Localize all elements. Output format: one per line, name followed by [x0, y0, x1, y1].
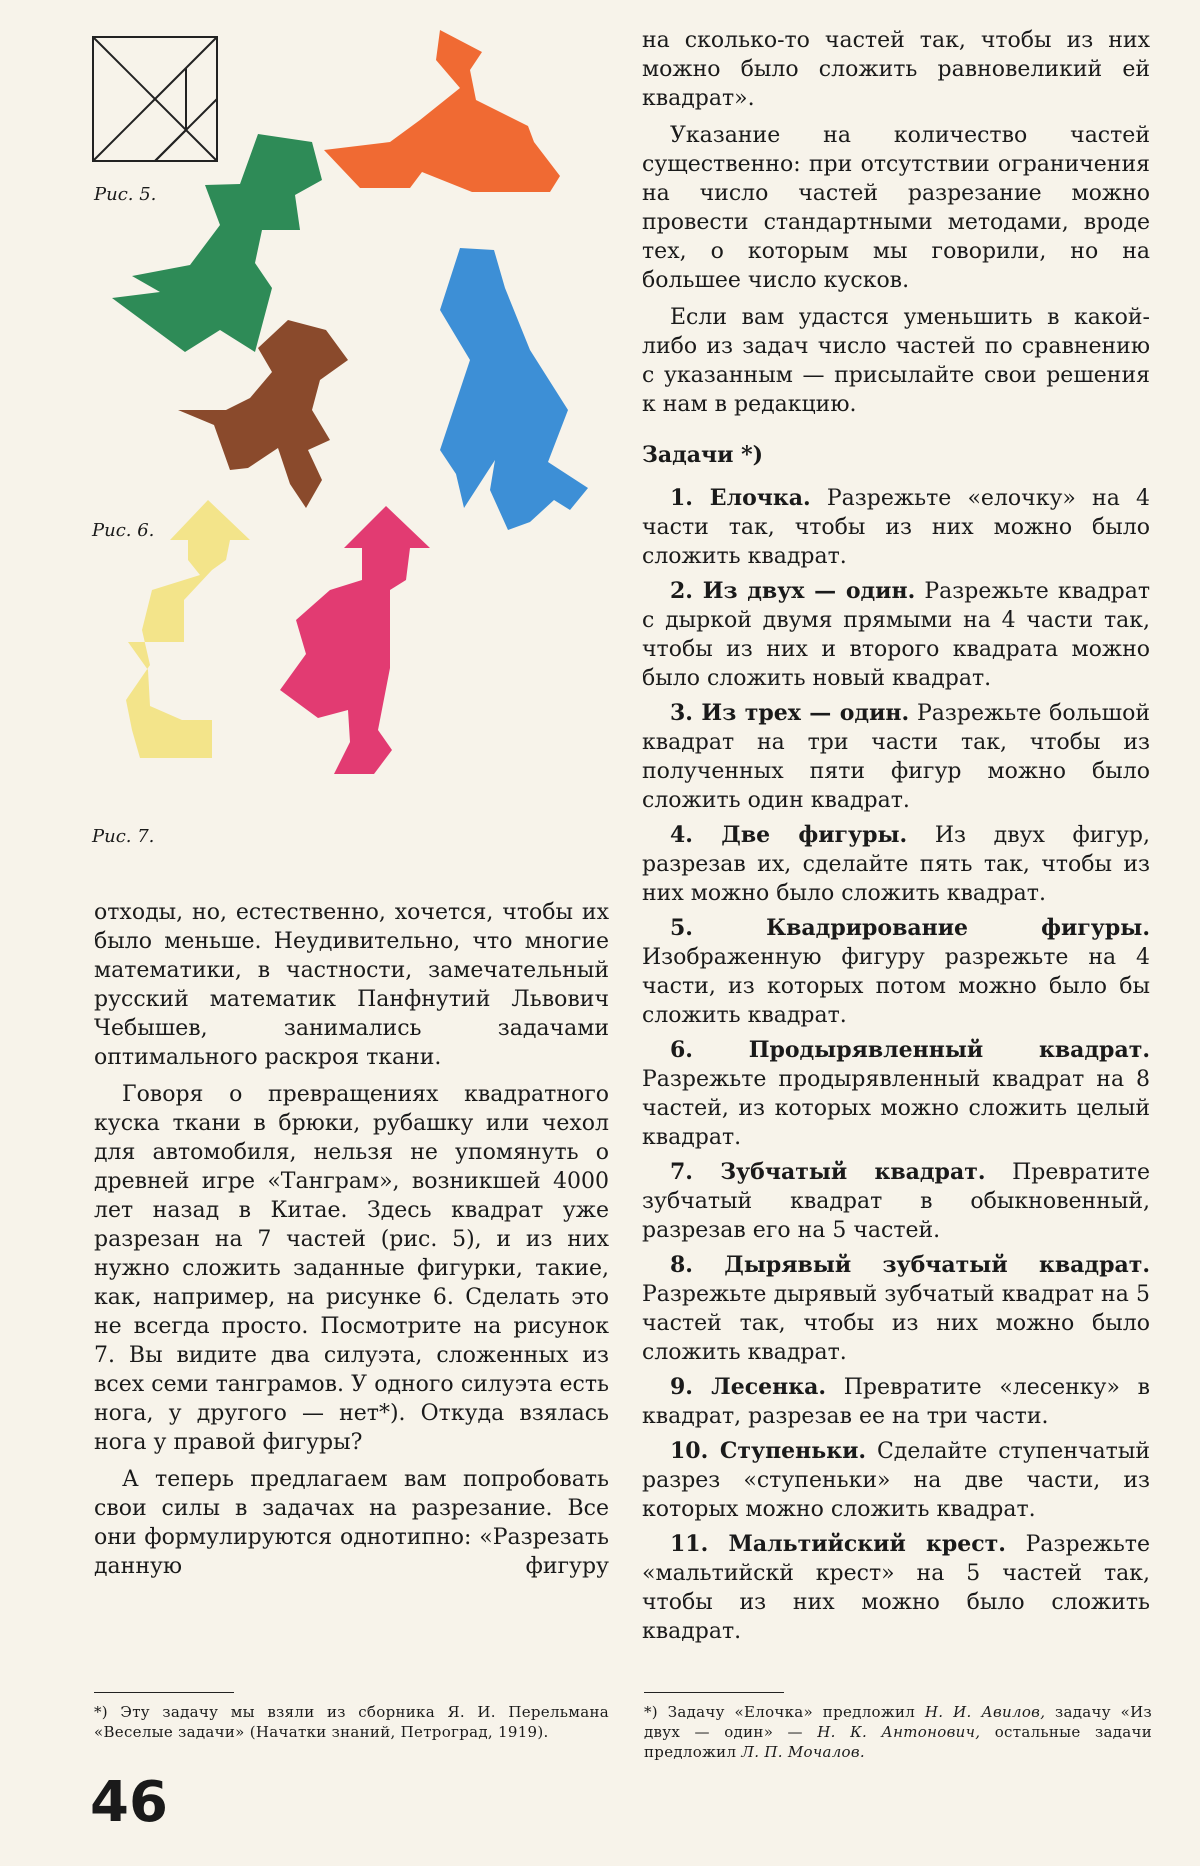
task-text: Разрежьте «елочку» на 4 части так, чтобы из них можно было сложить квадрат. [642, 486, 1150, 569]
task-item [642, 1530, 1150, 1646]
task-item [642, 1158, 1150, 1245]
task-title: 1. Елочка. [670, 485, 811, 511]
task-text: Разрежьте большой квадрат на три части так, чтобы из полученных пяти фигур можно было сложить один квадрат. [642, 701, 1150, 813]
footnote-rule-right [644, 1692, 784, 1693]
task-title: 4. Две фигуры. [670, 822, 908, 848]
task-item [642, 699, 1150, 815]
left-paragraph-1: отходы, но, естественно, хочется, чтобы их было меньше. Неудивительно, что многие математики, в частности, замечательный русский математик Панфнутий Львович Чебышев, занимались задачами оптимального раскроя ткани. [94, 900, 609, 1070]
task-text: Разрежьте дырявый зубчатый квадрат на 5 частей так, чтобы из них можно было сложить квадрат. [642, 1282, 1150, 1365]
footnote-left: *) Эту задачу мы взяли из сборника Я. И. Перельмана «Веселые задачи» (Начатки знаний, Петроград, 1919). [94, 1703, 609, 1741]
right-column [642, 26, 1150, 1646]
left-column [94, 898, 609, 1581]
task-title: 5. Квадрирование фигуры. [670, 915, 1150, 941]
figure-5-caption: Рис. 5. [94, 184, 157, 205]
task-text: Из двух фигур, разрезав их, сделайте пять так, чтобы из них можно было сложить квадрат. [642, 823, 1150, 906]
task-title: 3. Из трех — один. [670, 700, 910, 726]
right-paragraph-3: Если вам удастся уменьшить в какой-либо из задач число частей по сравнению с указанным — присылайте свои решения к нам в редакцию. [642, 305, 1150, 417]
task-title: 2. Из двух — один. [670, 578, 916, 604]
task-text: Разрежьте «мальтийскй крест» на 5 частей так, чтобы из них можно было сложить квадрат. [642, 1532, 1150, 1644]
task-item [642, 914, 1150, 1030]
task-title: 7. Зубчатый квадрат. [670, 1159, 986, 1185]
figure-7-caption: Рис. 7. [92, 826, 155, 847]
task-item [642, 577, 1150, 693]
task-title: 9. Лесенка. [670, 1374, 827, 1400]
brown-silhouette [178, 320, 348, 508]
figure-6-caption: Рис. 6. [92, 520, 155, 541]
tasks-heading: Задачи *) [642, 442, 764, 468]
task-title: 6. Продырявленный квадрат. [670, 1037, 1150, 1063]
task-title: 11. Мальтийский крест. [670, 1531, 1006, 1557]
right-paragraph-1: на сколько-то частей так, чтобы из них можно было сложить равновеликий ей квадрат». [642, 28, 1150, 111]
right-paragraph-2: Указание на количество частей существенно: при отсутствии ограничения на число частей разрезание можно провести стандартными методами, вроде тех, о которым мы говорили, но на большее число кусков. [642, 123, 1150, 293]
task-text: Сделайте ступенчатый разрез «ступеньки» на две части, из которых можно сложить квадрат. [642, 1439, 1150, 1522]
task-text: Превратите зубчатый квадрат в обыкновенный, разрезав его на 5 частей. [642, 1160, 1150, 1243]
footnote-right: *) Задачу «Елочка» предложил Н. И. Авилов, задачу «Из двух — один» — Н. К. Антонович, остальные задачи предложил Л. П. Мочалов. [644, 1703, 1153, 1761]
footnote-rule-left [94, 1692, 234, 1693]
task-text: Разрежьте квадрат с дыркой двумя прямыми на 4 части так, чтобы из них и второго квадрата можно было сложить новый квадрат. [642, 579, 1150, 691]
task-item [642, 1373, 1150, 1431]
left-paragraph-2: Говоря о превращениях квадратного куска ткани в брюки, рубашку или чехол для автомобиля, нельзя не упомянуть о древней игре «Танграм», возникшей 4000 лет назад в Китае. Здесь квадрат уже разрезан на 7 частей (рис. 5), и из них нужно сложить заданные фигурки, такие, как, например, на рисунке 6. Сделать это не всегда просто. Посмотрите на рисунок 7. Вы видите два силуэта, сложенных из всех семи танграмов. У одного силуэта есть нога, у другого — нет*). Откуда взялась нога у правой фигуры? [94, 1082, 609, 1455]
left-paragraph-3: А теперь предлагаем вам попробовать свои силы в задачах на разрезание. Все они формулируются однотипно: «Разрезать данную фигуру [94, 1467, 609, 1579]
task-title: 10. Ступеньки. [670, 1438, 867, 1464]
task-item [642, 1437, 1150, 1524]
page-number: 46 [90, 1770, 168, 1835]
orange-silhouette [324, 30, 560, 192]
task-title: 8. Дырявый зубчатый квадрат. [670, 1252, 1150, 1278]
task-item [642, 484, 1150, 571]
tangram-silhouettes-figure [100, 30, 620, 870]
task-text: Разрежьте продырявленный квадрат на 8 частей, из которых можно сложить целый квадрат. [642, 1067, 1150, 1150]
task-text: Превратите «лесенку» в квадрат, разрезав ее на три части. [642, 1375, 1150, 1429]
task-text: Изображенную фигуру разрежьте на 4 части, из которых потом можно было бы сложить квадрат. [642, 945, 1150, 1028]
blue-silhouette [440, 248, 588, 530]
task-item [642, 821, 1150, 908]
task-item [642, 1036, 1150, 1152]
green-silhouette [112, 134, 322, 352]
magenta-silhouette [280, 506, 430, 774]
task-item [642, 1251, 1150, 1367]
